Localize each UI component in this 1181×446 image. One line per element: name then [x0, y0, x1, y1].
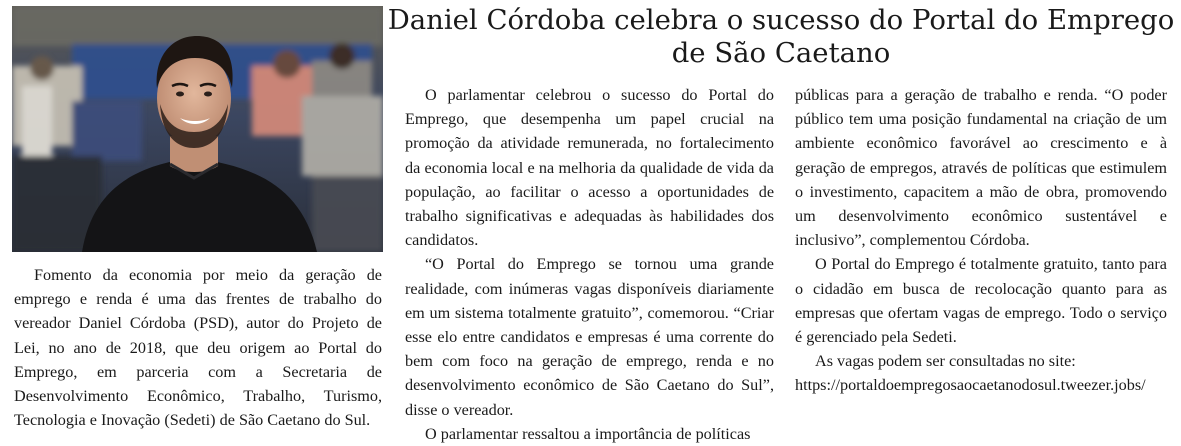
site-url-link[interactable]: https://portaldoempregosaocaetanodosul.tweezer.jobs/ — [795, 376, 1146, 395]
councilman-portrait-image — [12, 6, 383, 252]
body-paragraph: O parlamentar ressaltou a importância de políticas — [425, 424, 751, 443]
lead-paragraph: Fomento da economia por meio da geração de emprego e renda é uma das frentes de trabalho do vereador Daniel Córdoba (PSD), autor do Projeto de Lei, no ano de 2018, que deu origem ao Portal do Emprego, em parceria com a Secretaria de Desenvolvimento Econômico, Trabalho, Turismo, Tecnologia e Inovação (Sedeti) de São Caetano do Sul. — [14, 266, 382, 430]
article-column-3 — [795, 83, 1167, 398]
article-column-2 — [405, 83, 774, 446]
article-photo — [12, 6, 383, 252]
body-paragraph: As vagas podem ser consultadas no site: — [815, 352, 1076, 371]
article-column-1 — [14, 263, 382, 432]
quote-paragraph: “O Portal do Emprego se tornou uma grande realidade, com inúmeras vagas disponíveis diariamente em um sistema totalmente gratuito”, comemorou. “Criar esse elo entre candidatos e empresas é uma corrente do bem com foco na geração de emprego, renda e no desenvolvimento econômico de São Caetano do Sul”, disse o vereador. — [405, 255, 774, 419]
body-paragraph: O parlamentar celebrou o sucesso do Portal do Emprego, que desempenha um papel crucial na promoção da atividade remunerada, no fortalecimento da economia local e na melhoria da qualidade de vida da população, ao facilitar o acesso a oportunidades de trabalho significativas e adequadas às habilidades dos candidatos. — [405, 86, 774, 250]
body-paragraph: O Portal do Emprego é totalmente gratuito, tanto para o cidadão em busca de recolocação quanto para as empresas que ofertam vagas de emprego. Todo o serviço é gerenciado pela Sedeti. — [795, 255, 1167, 347]
article-headline: Daniel Córdoba celebra o sucesso do Portal do Emprego de São Caetano — [387, 4, 1175, 69]
quote-paragraph-continued: públicas para a geração de trabalho e renda. “O poder público tem uma posição fundamental na criação de um ambiente econômico favorável ao crescimento e à geração de empregos, através de políticas que estimulem o investimento, capacitem a mão de obra, promovendo um desenvolvimento econômico sustentável e inclusivo”, complementou Córdoba. — [795, 86, 1167, 250]
